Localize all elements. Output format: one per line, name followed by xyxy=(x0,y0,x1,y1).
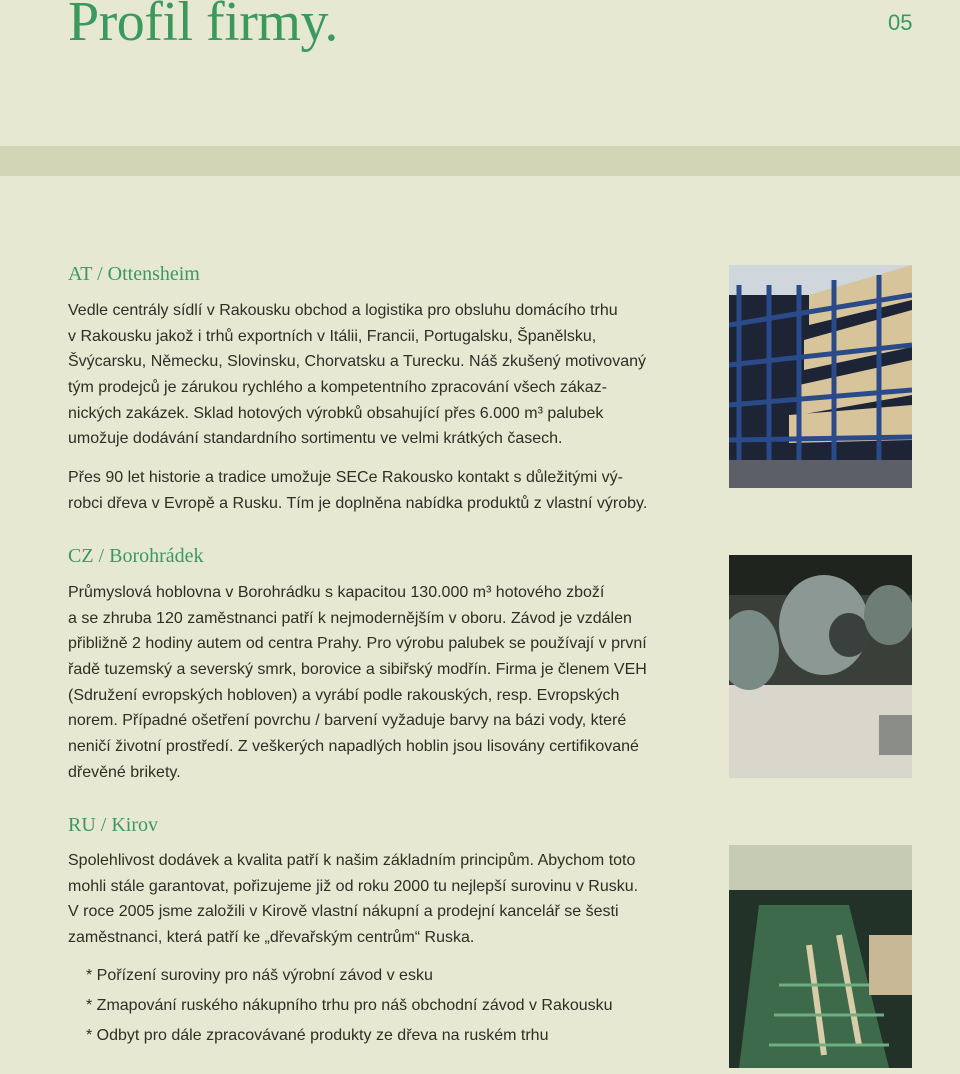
section-heading-ru: RU / Kirov xyxy=(68,814,158,836)
paragraph-at-1 xyxy=(68,298,646,452)
text-line: Spolehlivost dodávek a kvalita patří k našim základním principům. Abychom toto xyxy=(68,852,636,869)
text-line: řadě tuzemský a severský smrk, borovice a sibiřský modřín. Firma je členem VEH xyxy=(68,661,647,679)
page-title: Profil firmy. xyxy=(68,0,338,53)
paragraph-at-2 xyxy=(68,465,647,516)
text-line: nických zakázek. Sklad hotových výrobků obsahující přes 6.000 m³ palubek xyxy=(68,404,604,422)
text-line: V roce 2005 jsme založili v Kirově vlastní nákupní a prodejní kancelář se šesti xyxy=(68,903,619,921)
text-line: (Sdružení evropských hobloven) a vyrábí podle rakouských, resp. Evropských xyxy=(68,686,620,704)
text-line: v Rakousku jakož i trhů exportních v Itálii, Francii, Portugalsku, Španělsku, xyxy=(68,327,597,345)
text-line: Vedle centrály sídlí v Rakousku obchod a logistika pro obsluhu domácího trhu xyxy=(68,302,618,319)
text-line: robci dřeva v Evropě a Rusku. Tím je doplněna nabídka produktů z vlastní výroby. xyxy=(68,494,648,512)
warehouse-photo xyxy=(729,265,912,488)
text-line: norem. Případné ošetření povrchu / barvení vyžaduje barvy na bázi vody, které xyxy=(68,712,627,730)
text-line: přibližně 2 hodiny autem od centra Prahy. Pro výrobu palubek se používají v první xyxy=(68,635,647,653)
bullet-item: * Odbyt pro dále zpracovávané produkty ze dřeva na ruském trhu xyxy=(86,1027,549,1044)
paragraph-cz-1 xyxy=(68,580,647,786)
section-heading-at: AT / Ottensheim xyxy=(68,263,200,285)
text-line: Švýcarsku, Německu, Slovinsku, Chorvatsku a Turecku. Náš zkušený motivovaný xyxy=(68,353,646,371)
section-heading-cz: CZ / Borohrádek xyxy=(68,545,204,567)
text-line: Průmyslová hoblovna v Borohrádku s kapacitou 130.000 m³ hotového zboží xyxy=(68,584,605,601)
text-line: mohli stále garantovat, pořizujeme již od roku 2000 tu nejlepší surovinu v Rusku. xyxy=(68,877,639,895)
header-band xyxy=(0,146,960,176)
text-line: tým prodejců je zárukou rychlého a kompetentního zpracování všech zákaz- xyxy=(68,379,607,397)
page-number: 05 xyxy=(888,10,913,35)
text-line: neničí životní prostředí. Z veškerých napadlých hoblin jsou lisovány certifikované xyxy=(68,738,639,756)
paragraph-ru-1 xyxy=(68,848,638,951)
bullet-item: * Pořízení suroviny pro náš výrobní závod v esku xyxy=(86,967,433,984)
text-line: umožuje dodávání standardního sortimentu ve velmi krátkých časech. xyxy=(68,430,563,448)
planing-machine-photo xyxy=(729,555,912,778)
text-line: dřevěné brikety. xyxy=(68,763,181,781)
text-line: a se zhruba 120 zaměstnanci patří k nejmodernějším v oboru. Závod je vzdálen xyxy=(68,609,632,627)
text-line: Přes 90 let historie a tradice umožuje SECe Rakousko kontakt s důležitými vý- xyxy=(68,469,623,486)
text-line: zaměstnanci, která patří ke „dřevařským centrům“ Ruska. xyxy=(68,929,475,947)
bullet-item: * Zmapování ruského nákupního trhu pro náš obchodní závod v Rakousku xyxy=(86,997,613,1014)
sawmill-photo xyxy=(729,845,912,1068)
